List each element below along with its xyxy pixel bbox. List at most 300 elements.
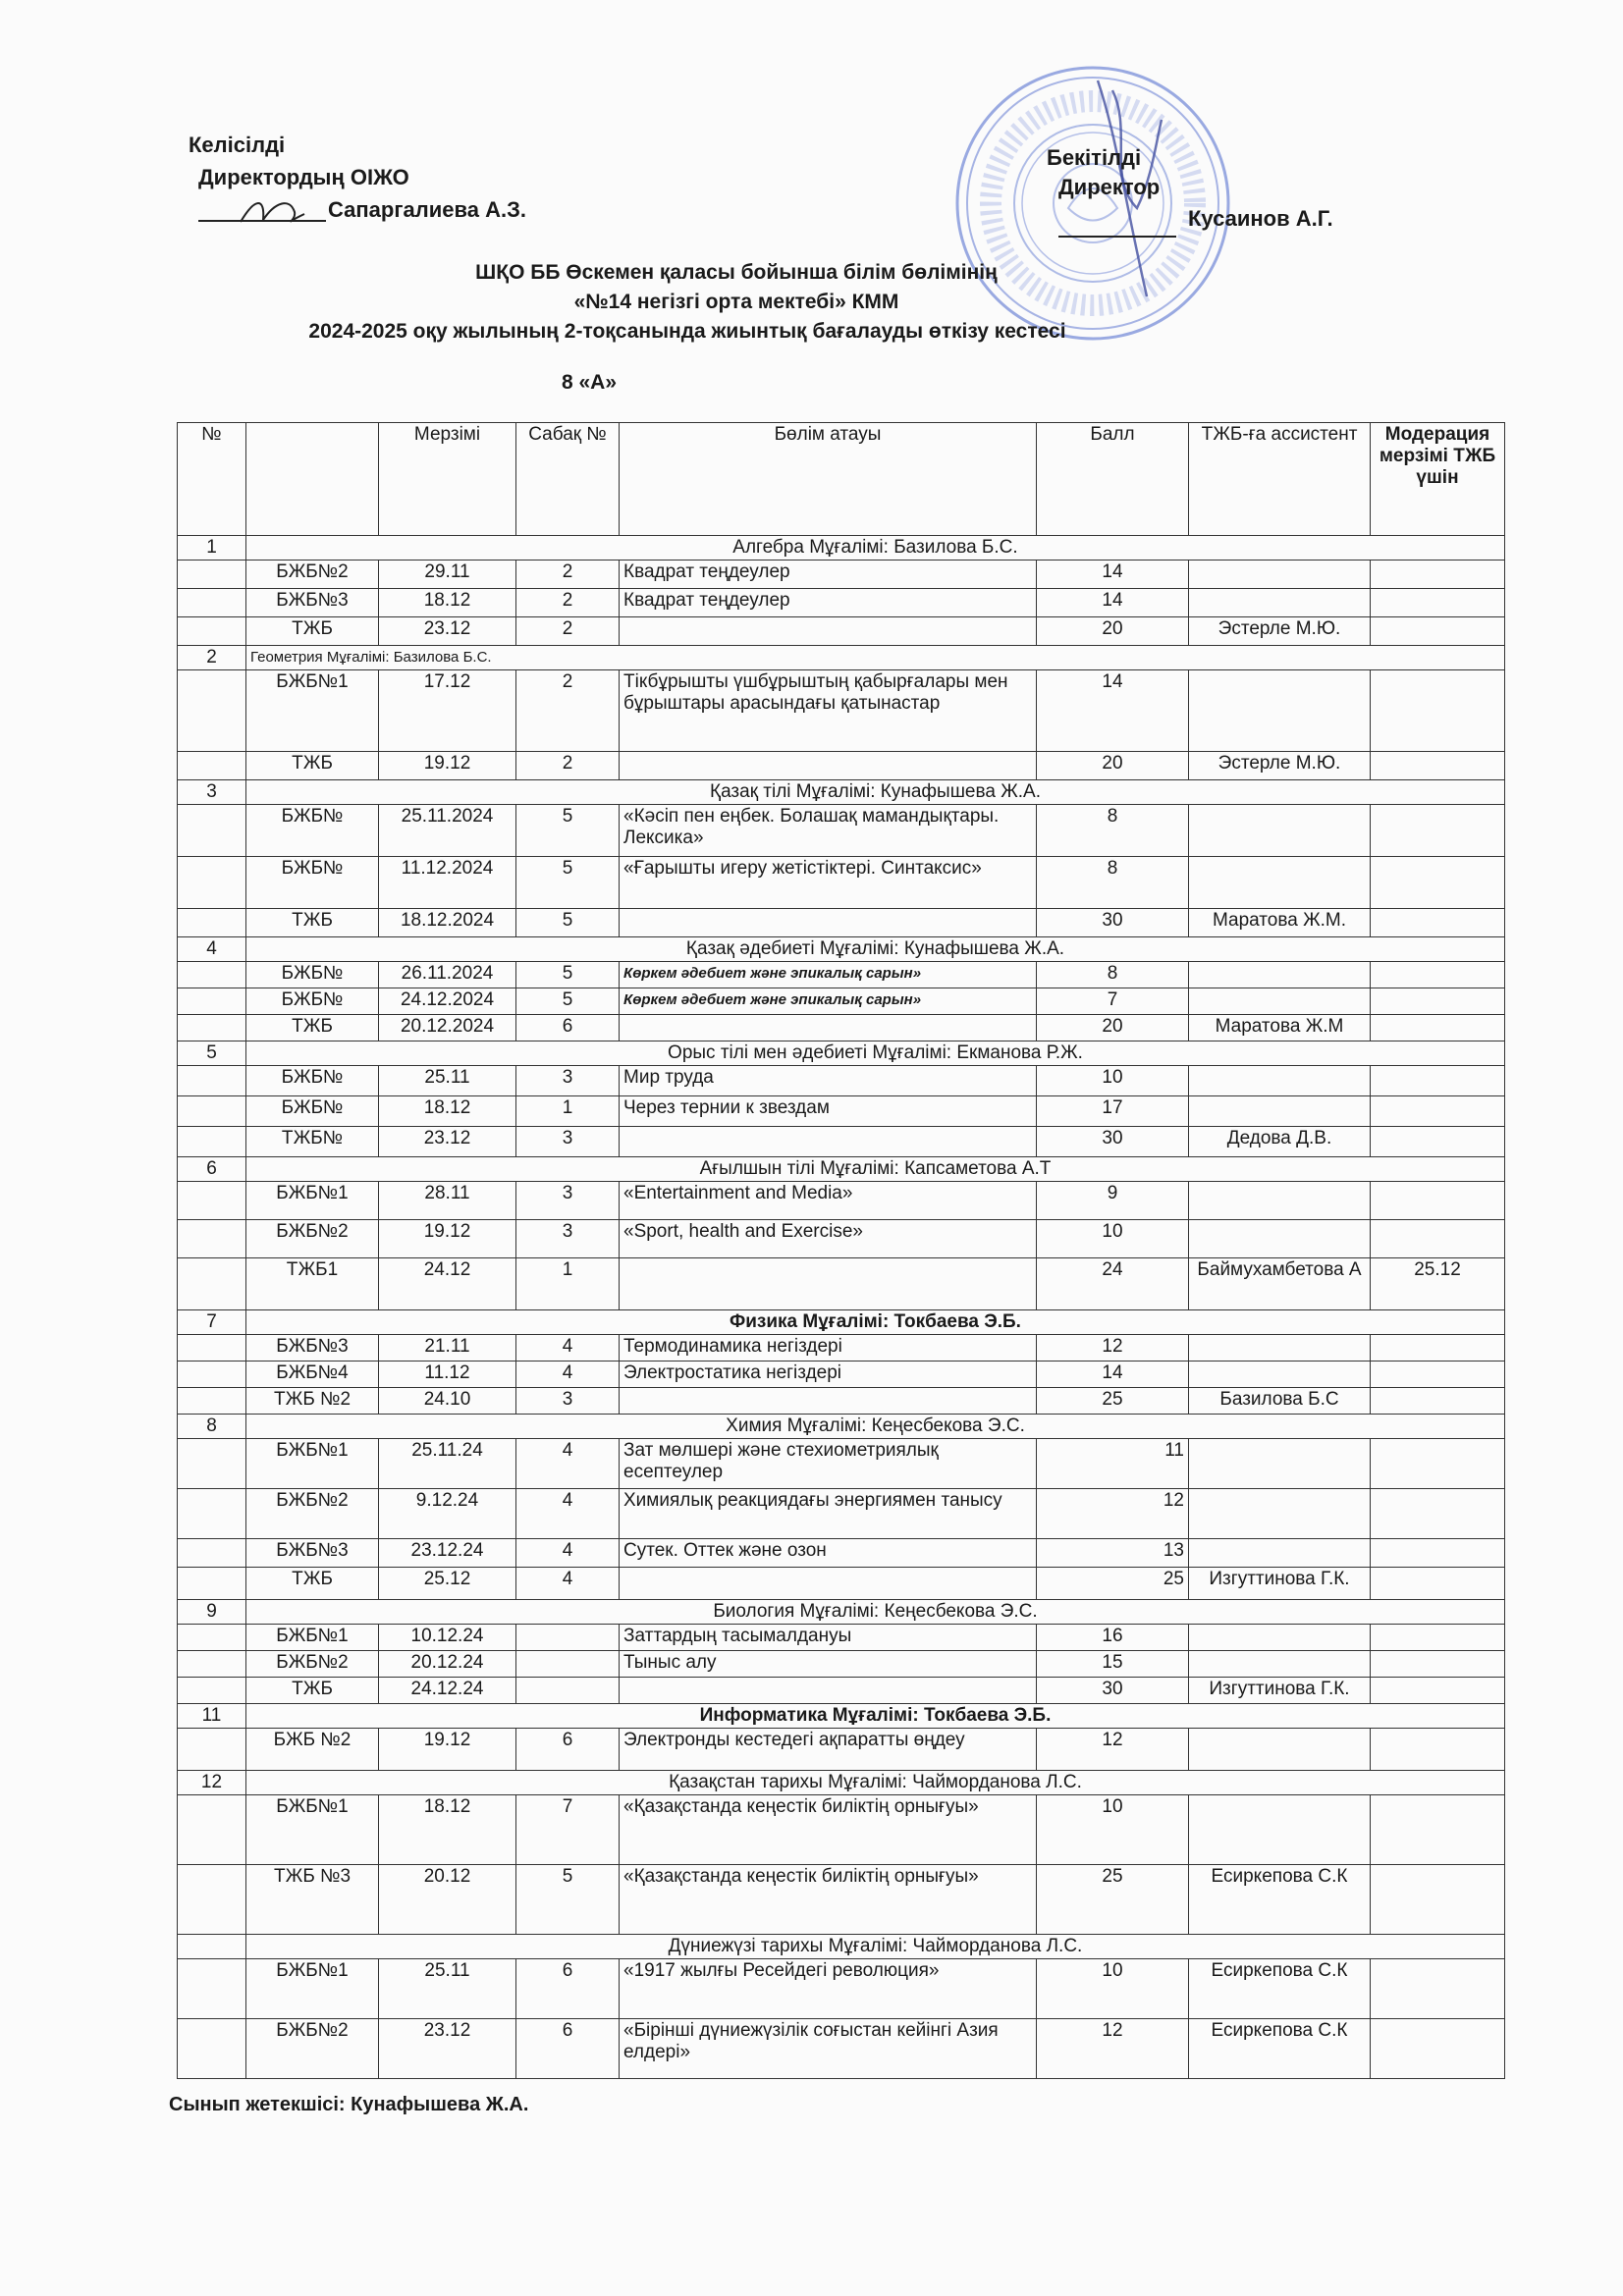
assistant-name [1189,1096,1371,1127]
approve-position: Директор [1058,175,1161,199]
assistant-name: Эстерле М.Ю. [1189,617,1371,646]
table-header-row [178,423,1505,536]
score: 8 [1037,857,1189,909]
section-name: Квадрат теңдеулер [620,589,1037,617]
moderation-date [1371,909,1505,937]
assessment-type: ТЖБ [246,752,379,780]
assessment-date: 18.12 [379,589,516,617]
table-row [178,1182,1505,1220]
moderation-date [1371,1015,1505,1041]
subject-row [178,1935,1505,1959]
section-name: Көркем әдебиет және эпикалық сарын» [620,988,1037,1015]
assessment-date: 25.12 [379,1568,516,1600]
moderation-date [1371,589,1505,617]
empty-cell [178,1729,246,1771]
subject-number: 5 [178,1041,246,1066]
empty-cell [178,589,246,617]
section-name [620,1258,1037,1310]
header-date: Мерзімі [379,423,516,536]
subject-number: 8 [178,1415,246,1439]
assistant-name [1189,1795,1371,1865]
table-row [178,752,1505,780]
moderation-date [1371,1220,1505,1258]
score: 15 [1037,1651,1189,1678]
score: 14 [1037,1362,1189,1388]
table-row [178,1220,1505,1258]
lesson-number [516,1625,620,1651]
agree-label: Келісілді [189,133,286,157]
approve-name: Кусаинов А.Г. [1188,206,1333,231]
score: 20 [1037,752,1189,780]
assistant-name [1189,670,1371,752]
moderation-date [1371,1489,1505,1539]
table-row [178,1678,1505,1704]
empty-cell [178,561,246,589]
assessment-type: БЖБ№3 [246,1539,379,1568]
empty-cell [178,1015,246,1041]
assessment-date: 18.12 [379,1096,516,1127]
moderation-date [1371,1625,1505,1651]
subject-row [178,536,1505,561]
subject-row [178,1415,1505,1439]
assistant-name [1189,1220,1371,1258]
section-name: Тікбұрышты үшбұрыштың қабырғалары мен бұрыштары арасындағы қатынастар [620,670,1037,752]
table-row [178,909,1505,937]
subject-number: 2 [178,646,246,670]
assistant-name: Дедова Д.В. [1189,1127,1371,1157]
moderation-date [1371,1678,1505,1704]
assistant-name [1189,988,1371,1015]
agree-signature [236,192,314,232]
assistant-name [1189,1439,1371,1489]
subject-number: 11 [178,1704,246,1729]
table-row [178,1066,1505,1096]
section-name: Зат мөлшері және стехиометриялық есептеулер [620,1439,1037,1489]
table-row [178,1865,1505,1935]
empty-cell [178,752,246,780]
table-row [178,962,1505,988]
subject-number: 9 [178,1600,246,1625]
table-row [178,988,1505,1015]
lesson-number: 6 [516,1015,620,1041]
assessment-type: БЖБ№1 [246,1625,379,1651]
score: 25 [1037,1568,1189,1600]
empty-cell [178,1568,246,1600]
score: 10 [1037,1795,1189,1865]
table-row [178,1539,1505,1568]
score: 12 [1037,2019,1189,2079]
table-row [178,1625,1505,1651]
subject-row [178,1310,1505,1335]
lesson-number: 4 [516,1439,620,1489]
assessment-type: ТЖБ [246,617,379,646]
subject-row [178,937,1505,962]
lesson-number: 6 [516,1959,620,2019]
lesson-number: 4 [516,1362,620,1388]
score: 13 [1037,1539,1189,1568]
section-name: Электронды кестедегі ақпаратты өңдеу [620,1729,1037,1771]
empty-cell [178,1220,246,1258]
assessment-type: БЖБ№1 [246,1182,379,1220]
table-row [178,1127,1505,1157]
score: 30 [1037,909,1189,937]
section-name [620,1127,1037,1157]
assistant-name [1189,1066,1371,1096]
section-name: Химиялық реакциядағы энергиямен танысу [620,1489,1037,1539]
assistant-name [1189,857,1371,909]
assessment-type: БЖБ№2 [246,1220,379,1258]
lesson-number: 2 [516,589,620,617]
lesson-number: 2 [516,561,620,589]
assistant-name: Изгуттинова Г.К. [1189,1678,1371,1704]
empty-cell [178,988,246,1015]
empty-cell [178,617,246,646]
section-name [620,752,1037,780]
lesson-number: 6 [516,2019,620,2079]
assistant-name: Изгуттинова Г.К. [1189,1568,1371,1600]
empty-cell [178,857,246,909]
section-name: «1917 жылғы Ресейдегі революция» [620,1959,1037,2019]
assessment-date: 23.12 [379,1127,516,1157]
table-row [178,1362,1505,1388]
table-row [178,1388,1505,1415]
assessment-date: 25.11 [379,1066,516,1096]
moderation-date [1371,1439,1505,1489]
assistant-name: Маратова Ж.М [1189,1015,1371,1041]
header-moderation: Модерация мерзімі ТЖБ үшін [1371,423,1505,536]
lesson-number: 2 [516,617,620,646]
assessment-date: 19.12 [379,752,516,780]
assessment-type: ТЖБ [246,1568,379,1600]
assessment-date: 28.11 [379,1182,516,1220]
subject-title: Орыс тілі мен әдебиеті Мұғалімі: Екманова Р.Ж. [246,1041,1505,1066]
moderation-date [1371,1729,1505,1771]
title-line-2: «№14 негізгі орта мектебі» КММ [573,291,899,313]
assessment-type: БЖБ№2 [246,1651,379,1678]
score: 16 [1037,1625,1189,1651]
assessment-date: 11.12.2024 [379,857,516,909]
assessment-type: БЖБ№ [246,1096,379,1127]
score: 11 [1037,1439,1189,1489]
assistant-name [1189,589,1371,617]
moderation-date [1371,670,1505,752]
moderation-date [1371,962,1505,988]
subject-number: 3 [178,780,246,805]
subject-number: 7 [178,1310,246,1335]
table-row [178,1729,1505,1771]
assessment-type: БЖБ№ [246,805,379,857]
section-name: «Қазақстанда кеңестік биліктің орнығуы» [620,1795,1037,1865]
score: 12 [1037,1729,1189,1771]
score: 20 [1037,1015,1189,1041]
header-type [246,423,379,536]
assessment-date: 10.12.24 [379,1625,516,1651]
score: 10 [1037,1220,1189,1258]
empty-cell [178,909,246,937]
assessment-date: 18.12.2024 [379,909,516,937]
empty-cell [178,1959,246,2019]
section-name: Тыныс алу [620,1651,1037,1678]
assessment-type: БЖБ№ [246,962,379,988]
section-name: «Ғарышты игеру жетістіктері. Синтаксис» [620,857,1037,909]
subject-title: Қазақ әдебиеті Мұғалімі: Кунафышева Ж.А. [246,937,1505,962]
assistant-name [1189,1335,1371,1362]
score: 30 [1037,1678,1189,1704]
table-row [178,617,1505,646]
assessment-date: 24.12 [379,1258,516,1310]
lesson-number: 5 [516,1865,620,1935]
table-row [178,1489,1505,1539]
lesson-number: 7 [516,1795,620,1865]
table-row [178,1439,1505,1489]
assistant-name [1189,1625,1371,1651]
section-name [620,1568,1037,1600]
moderation-date [1371,1182,1505,1220]
moderation-date [1371,1539,1505,1568]
moderation-date [1371,1362,1505,1388]
empty-cell [178,1335,246,1362]
assessment-type: БЖБ №2 [246,1729,379,1771]
subject-number: 1 [178,536,246,561]
table-row [178,2019,1505,2079]
table-row [178,1795,1505,1865]
empty-cell [178,1678,246,1704]
assessment-type: БЖБ№2 [246,561,379,589]
section-name: Электростатика негіздері [620,1362,1037,1388]
table-row [178,1959,1505,2019]
assessment-type: БЖБ№ [246,988,379,1015]
assistant-name [1189,1729,1371,1771]
moderation-date [1371,1096,1505,1127]
assistant-name [1189,1362,1371,1388]
assessment-type: БЖБ№1 [246,1439,379,1489]
header-score: Балл [1037,423,1189,536]
section-name: «Sport, health and Exercise» [620,1220,1037,1258]
lesson-number: 2 [516,670,620,752]
approve-label: Бекітілді [1047,145,1142,170]
assistant-name: Базилова Б.С [1189,1388,1371,1415]
moderation-date [1371,1066,1505,1096]
moderation-date [1371,1335,1505,1362]
table-row [178,670,1505,752]
lesson-number: 3 [516,1388,620,1415]
assessment-type: ТЖБ1 [246,1258,379,1310]
section-name: Термодинамика негіздері [620,1335,1037,1362]
table-row [178,561,1505,589]
empty-cell [178,1439,246,1489]
approve-signature-line [1058,236,1176,238]
subject-number: 12 [178,1771,246,1795]
assessment-type: ТЖБ [246,1015,379,1041]
section-name [620,1678,1037,1704]
empty-cell [178,1096,246,1127]
moderation-date [1371,1127,1505,1157]
section-name [620,1015,1037,1041]
section-name: Заттардың тасымалдануы [620,1625,1037,1651]
lesson-number: 5 [516,857,620,909]
moderation-date [1371,2019,1505,2079]
table-row [178,1335,1505,1362]
assessment-date: 23.12 [379,2019,516,2079]
assessment-date: 25.11.24 [379,1439,516,1489]
assessment-schedule-table [177,422,1505,2079]
subject-title: Информатика Мұғалімі: Токбаева Э.Б. [246,1704,1505,1729]
assessment-type: ТЖБ №3 [246,1865,379,1935]
table-row [178,1258,1505,1310]
lesson-number: 1 [516,1096,620,1127]
assessment-type: ТЖБ №2 [246,1388,379,1415]
empty-cell [178,1489,246,1539]
score: 8 [1037,962,1189,988]
assessment-date: 11.12 [379,1362,516,1388]
section-name: «Кәсіп пен еңбек. Болашақ мамандықтары. Лексика» [620,805,1037,857]
moderation-date [1371,1795,1505,1865]
score: 14 [1037,670,1189,752]
empty-cell [178,1182,246,1220]
subject-title: Алгебра Мұғалімі: Базилова Б.С. [246,536,1505,561]
section-name: Көркем әдебиет және эпикалық сарын» [620,962,1037,988]
empty-cell [178,1362,246,1388]
subject-number: 4 [178,937,246,962]
moderation-date [1371,805,1505,857]
assessment-type: БЖБ№ [246,1066,379,1096]
moderation-date [1371,752,1505,780]
section-name: «Бірінші дүниежүзілік соғыстан кейінгі Азия елдері» [620,2019,1037,2079]
assessment-date: 21.11 [379,1335,516,1362]
moderation-date [1371,617,1505,646]
moderation-date [1371,1568,1505,1600]
assistant-name [1189,805,1371,857]
assessment-date: 18.12 [379,1795,516,1865]
score: 14 [1037,589,1189,617]
empty-cell [178,1258,246,1310]
lesson-number: 5 [516,909,620,937]
assistant-name: Маратова Ж.М. [1189,909,1371,937]
score: 7 [1037,988,1189,1015]
subject-row [178,1771,1505,1795]
lesson-number [516,1678,620,1704]
moderation-date [1371,988,1505,1015]
assessment-type: БЖБ№3 [246,589,379,617]
section-name: Квадрат теңдеулер [620,561,1037,589]
lesson-number: 5 [516,805,620,857]
moderation-date [1371,857,1505,909]
subject-title: Ағылшын тілі Мұғалімі: Капсаметова А.Т [246,1157,1505,1182]
agree-name: Сапаргалиева А.З. [328,197,526,222]
assessment-type: БЖБ№1 [246,670,379,752]
section-name [620,1388,1037,1415]
table-row [178,1096,1505,1127]
empty-cell [178,1066,246,1096]
assessment-date: 24.12.2024 [379,988,516,1015]
table-row [178,589,1505,617]
section-name [620,909,1037,937]
subject-title: Қазақ тілі Мұғалімі: Кунафышева Ж.А. [246,780,1505,805]
header-lesson: Сабақ № [516,423,620,536]
assistant-name [1189,1651,1371,1678]
subject-row [178,1157,1505,1182]
lesson-number: 3 [516,1220,620,1258]
lesson-number [516,1651,620,1678]
assessment-date: 29.11 [379,561,516,589]
assessment-date: 25.11.2024 [379,805,516,857]
score: 25 [1037,1388,1189,1415]
assessment-date: 17.12 [379,670,516,752]
title-line-1: ШҚО ББ Өскемен қаласы бойынша білім бөлімінің [475,261,998,284]
assessment-date: 24.10 [379,1388,516,1415]
subject-title: Физика Мұғалімі: Токбаева Э.Б. [246,1310,1505,1335]
lesson-number: 2 [516,752,620,780]
assessment-type: БЖБ№1 [246,1959,379,2019]
class-label: 8 «А» [561,371,618,394]
table-row [178,1568,1505,1600]
assessment-type: БЖБ№3 [246,1335,379,1362]
empty-cell [178,1651,246,1678]
lesson-number: 5 [516,988,620,1015]
lesson-number: 1 [516,1258,620,1310]
assistant-name [1189,1182,1371,1220]
moderation-date [1371,1865,1505,1935]
table-row [178,805,1505,857]
assessment-date: 20.12.2024 [379,1015,516,1041]
assessment-date: 23.12 [379,617,516,646]
assistant-name: Баймухамбетова А [1189,1258,1371,1310]
score: 8 [1037,805,1189,857]
subject-row [178,646,1505,670]
assessment-type: БЖБ№4 [246,1362,379,1388]
section-name [620,617,1037,646]
section-name: Сутек. Оттек және озон [620,1539,1037,1568]
assistant-name [1189,1489,1371,1539]
assistant-name: Есиркепова С.К [1189,2019,1371,2079]
assessment-date: 19.12 [379,1220,516,1258]
assessment-date: 20.12.24 [379,1651,516,1678]
assessment-date: 19.12 [379,1729,516,1771]
subject-row [178,1600,1505,1625]
lesson-number: 3 [516,1127,620,1157]
lesson-number: 5 [516,962,620,988]
section-name: «Қазақстанда кеңестік биліктің орнығуы» [620,1865,1037,1935]
score: 10 [1037,1066,1189,1096]
assessment-type: БЖБ№2 [246,1489,379,1539]
moderation-date [1371,561,1505,589]
section-name: Через тернии к звездам [620,1096,1037,1127]
section-name: «Entertainment and Media» [620,1182,1037,1220]
assistant-name: Есиркепова С.К [1189,1959,1371,2019]
title-line-3: 2024-2025 оқу жылының 2-тоқсанында жиынтық бағалауды өткізу кестесі [308,320,1066,343]
assessment-date: 9.12.24 [379,1489,516,1539]
lesson-number: 4 [516,1489,620,1539]
lesson-number: 4 [516,1568,620,1600]
subject-row [178,1041,1505,1066]
assessment-date: 26.11.2024 [379,962,516,988]
assessment-type: БЖБ№ [246,857,379,909]
score: 25 [1037,1865,1189,1935]
assessment-type: БЖБ№2 [246,2019,379,2079]
empty-cell [178,962,246,988]
assistant-name [1189,561,1371,589]
assistant-name [1189,962,1371,988]
assessment-date: 20.12 [379,1865,516,1935]
assessment-type: БЖБ№1 [246,1795,379,1865]
empty-cell [178,2019,246,2079]
lesson-number: 3 [516,1066,620,1096]
lesson-number: 6 [516,1729,620,1771]
agree-position: Директордың ОІЖО [198,165,409,189]
empty-cell [178,1388,246,1415]
empty-cell [178,1127,246,1157]
score: 20 [1037,617,1189,646]
